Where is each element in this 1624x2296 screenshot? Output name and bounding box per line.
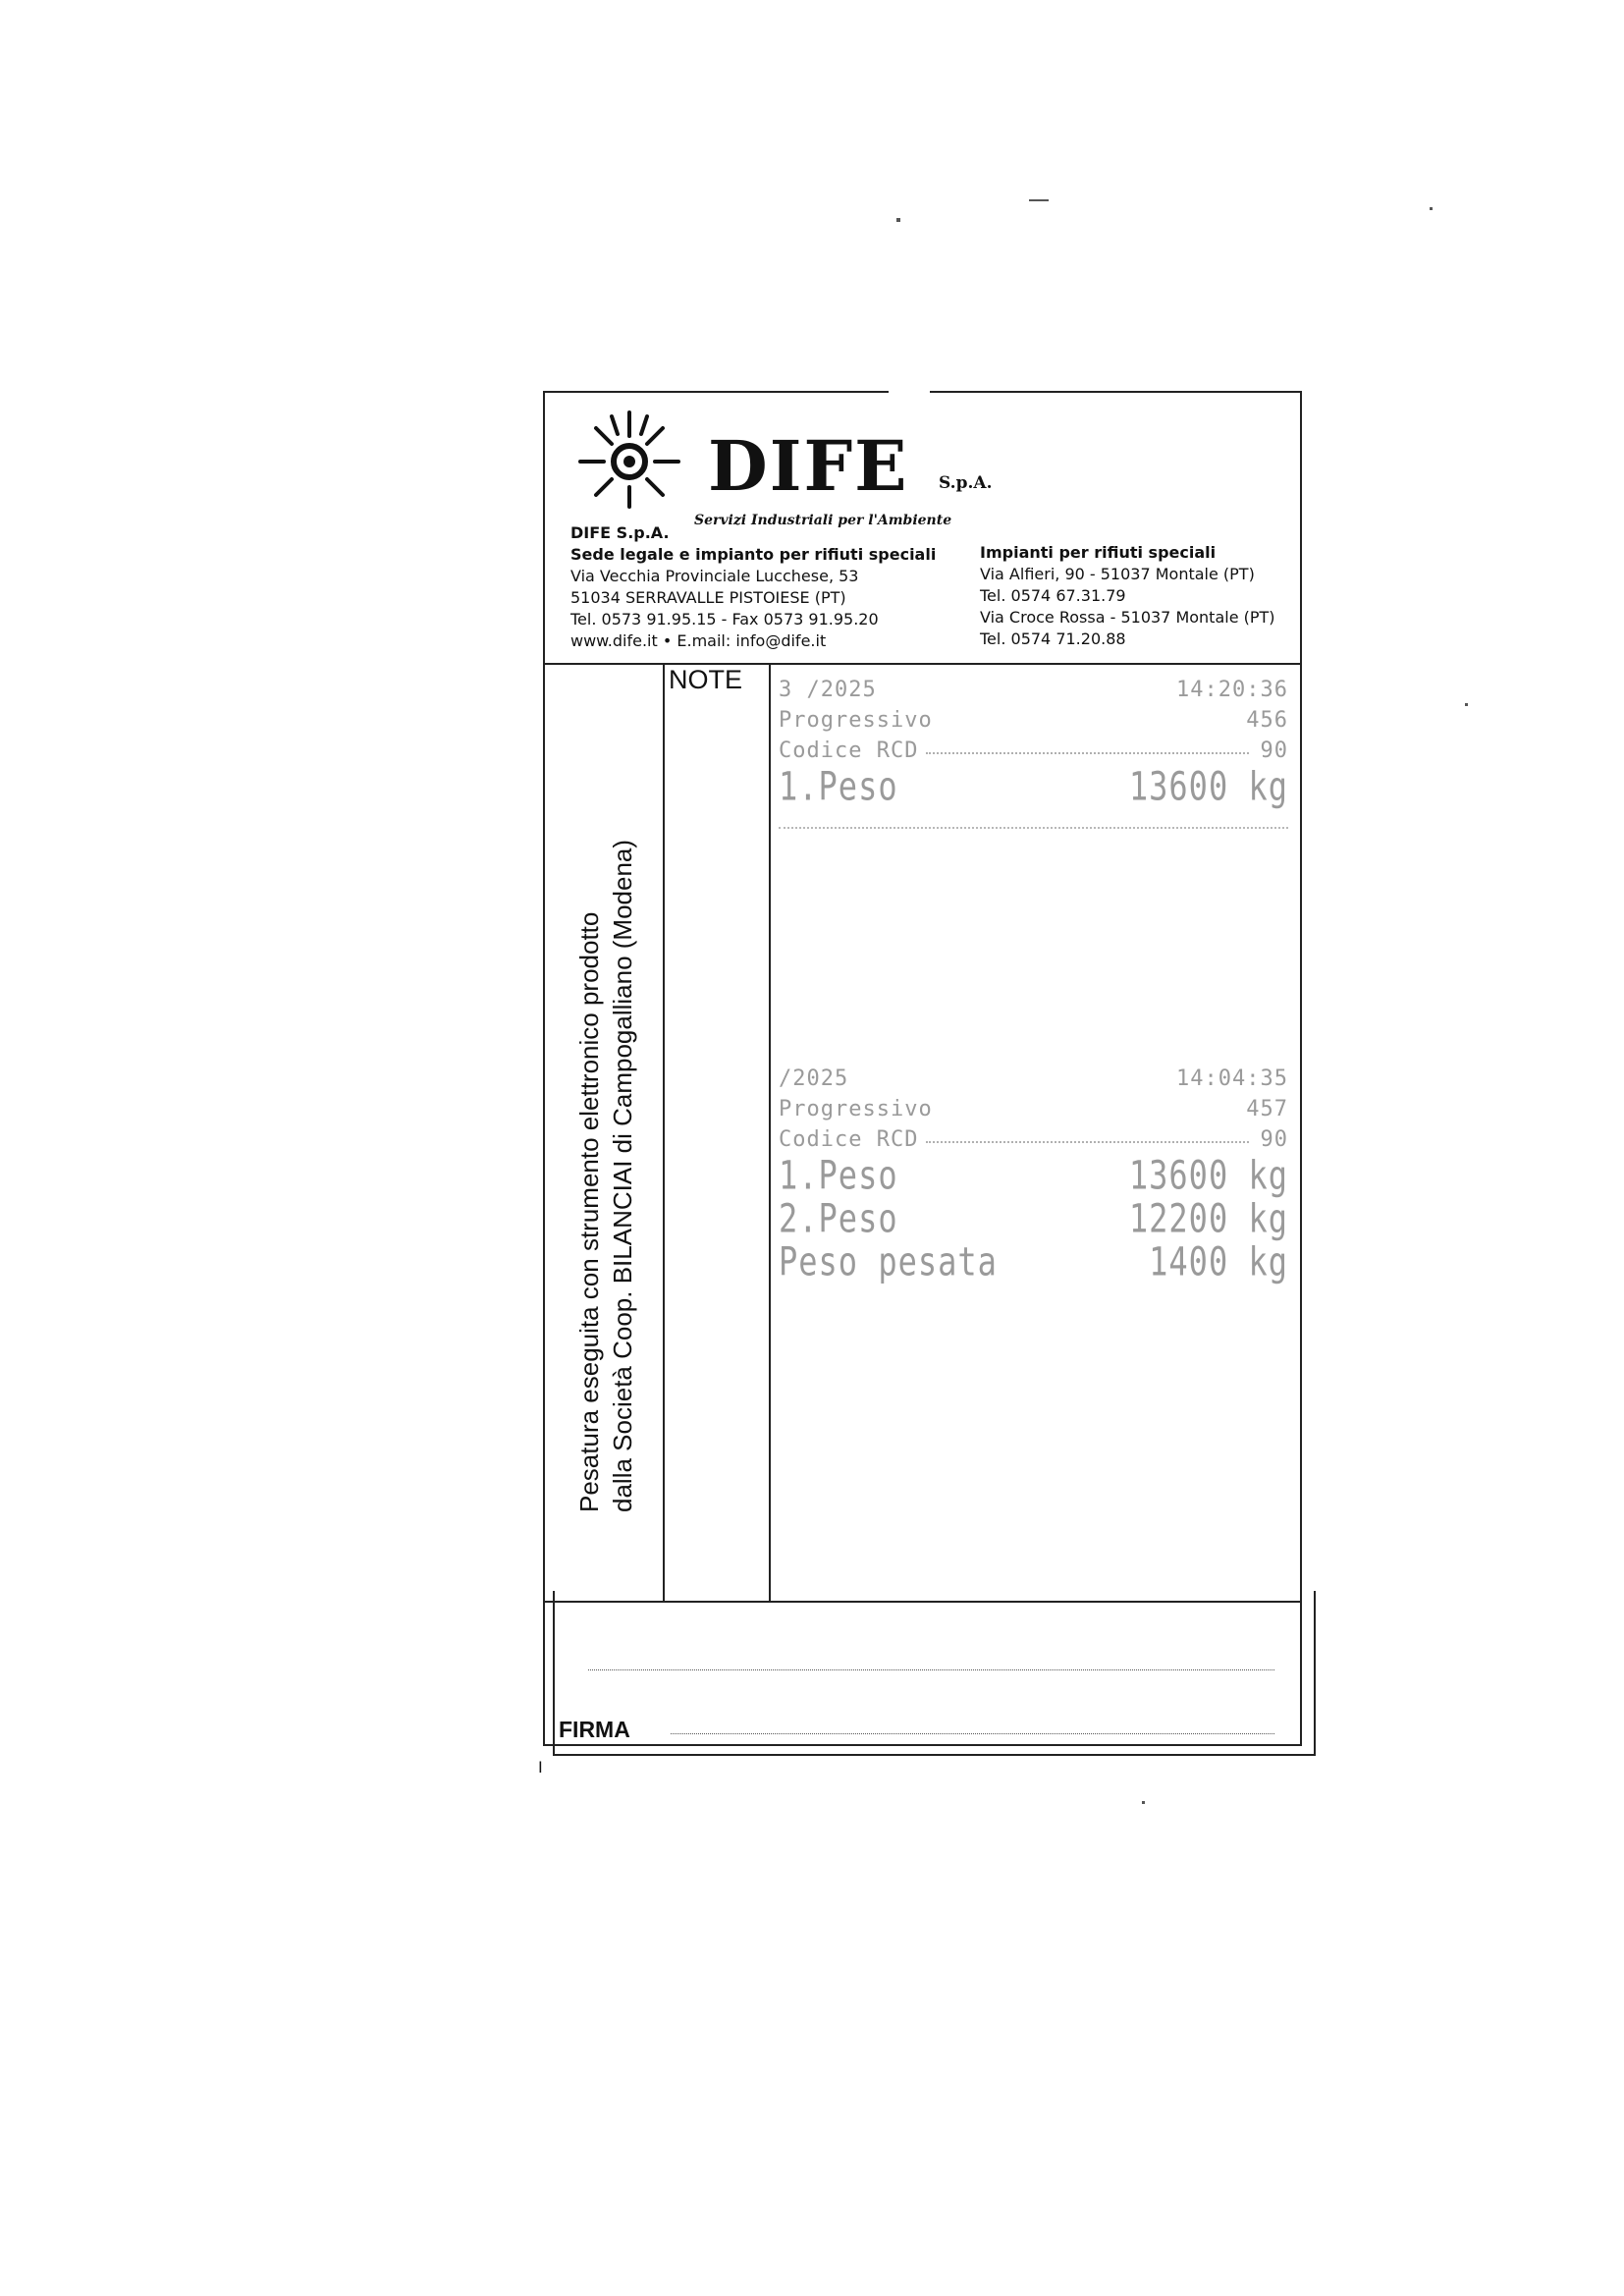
address-right-line1: Via Alfieri, 90 - 51037 Montale (PT)	[980, 565, 1255, 583]
weighing-record-1	[779, 675, 1288, 829]
record1-codice-label: Codice RCD	[779, 738, 919, 763]
address-right-line2: Tel. 0574 67.31.79	[980, 586, 1126, 605]
address-left-line2: 51034 SERRAVALLE PISTOIESE (PT)	[570, 588, 846, 607]
address-left-title: Sede legale e impianto per rifiuti speciali	[570, 545, 937, 564]
address-right	[980, 542, 1275, 650]
record2-netto-row	[779, 1234, 1288, 1288]
record2-netto-value: 1400 kg	[1149, 1238, 1288, 1285]
record2-peso1-label: 1.Peso	[779, 1152, 898, 1199]
address-left-line4: www.dife.it • E.mail: info@dife.it	[570, 631, 827, 650]
scan-speck	[1142, 1801, 1145, 1804]
side-column	[545, 663, 665, 1601]
record1-codice-leader	[926, 752, 1249, 754]
record1-date: 3 /2025	[779, 678, 877, 702]
logo-wordmark: DIFE	[708, 425, 909, 507]
ticket-header	[545, 393, 1300, 665]
record2-progressivo-row	[779, 1094, 1288, 1124]
record2-time: 14:04:35	[1176, 1066, 1288, 1091]
record1-progressivo-label: Progressivo	[779, 708, 933, 733]
record1-separator	[779, 827, 1288, 829]
record1-progressivo-value: 456	[1246, 708, 1288, 733]
note-label: NOTE	[669, 665, 743, 694]
record2-date-row	[779, 1064, 1288, 1094]
print-area	[769, 663, 1300, 1601]
instrument-note	[572, 687, 639, 1512]
firma-label: FIRMA	[559, 1717, 630, 1742]
scan-speck	[896, 218, 900, 222]
record2-peso2-value: 12200 kg	[1128, 1195, 1288, 1242]
record2-progressivo-label: Progressivo	[779, 1097, 933, 1121]
scan-speck	[1029, 199, 1049, 201]
record2-peso1-value: 13600 kg	[1128, 1152, 1288, 1199]
torn-edge	[889, 385, 930, 397]
record1-peso1-label: 1.Peso	[779, 763, 898, 810]
sun-logo-icon	[570, 405, 688, 513]
company-tagline: Servizi Industriali per l'Ambiente	[694, 513, 952, 528]
record2-codice-value: 90	[1260, 1127, 1288, 1152]
note-column	[663, 663, 771, 1601]
ticket-body	[545, 663, 1300, 1603]
scan-speck	[1430, 207, 1433, 210]
record2-netto-label: Peso pesata	[779, 1238, 998, 1285]
address-right-line3: Via Croce Rossa - 51037 Montale (PT)	[980, 608, 1275, 627]
address-left-line1: Via Vecchia Provinciale Lucchese, 53	[570, 567, 859, 585]
record1-peso1-value: 13600 kg	[1128, 763, 1288, 810]
company-name: DIFE S.p.A.	[570, 523, 670, 542]
address-right-title: Impianti per rifiuti speciali	[980, 543, 1217, 562]
record2-date: /2025	[779, 1066, 849, 1091]
logo-suffix: S.p.A.	[939, 473, 993, 493]
margin-mark: I	[538, 1758, 543, 1777]
record1-date-row	[779, 675, 1288, 705]
address-left-line3: Tel. 0573 91.95.15 - Fax 0573 91.95.20	[570, 610, 879, 629]
instrument-note-line1: Pesatura eseguita con strumento elettronico prodotto	[574, 911, 604, 1512]
address-right-line4: Tel. 0574 71.20.88	[980, 629, 1126, 648]
weighing-ticket	[543, 391, 1302, 1746]
record1-time: 14:20:36	[1176, 678, 1288, 702]
weighing-record-2	[779, 1064, 1288, 1285]
address-left	[570, 522, 936, 652]
record2-codice-leader	[926, 1141, 1249, 1143]
record2-codice-label: Codice RCD	[779, 1127, 919, 1152]
record2-peso2-label: 2.Peso	[779, 1195, 898, 1242]
instrument-note-line2: dalla Società Coop. BILANCIAI di Campogalliano (Modena)	[608, 839, 637, 1512]
ticket-shadow-border	[553, 1591, 1316, 1756]
company-logo	[570, 405, 993, 528]
record1-progressivo-row	[779, 705, 1288, 736]
record2-progressivo-value: 457	[1246, 1097, 1288, 1121]
record1-peso1-row	[779, 759, 1288, 813]
record1-codice-value: 90	[1260, 738, 1288, 763]
scan-speck	[1465, 703, 1468, 706]
